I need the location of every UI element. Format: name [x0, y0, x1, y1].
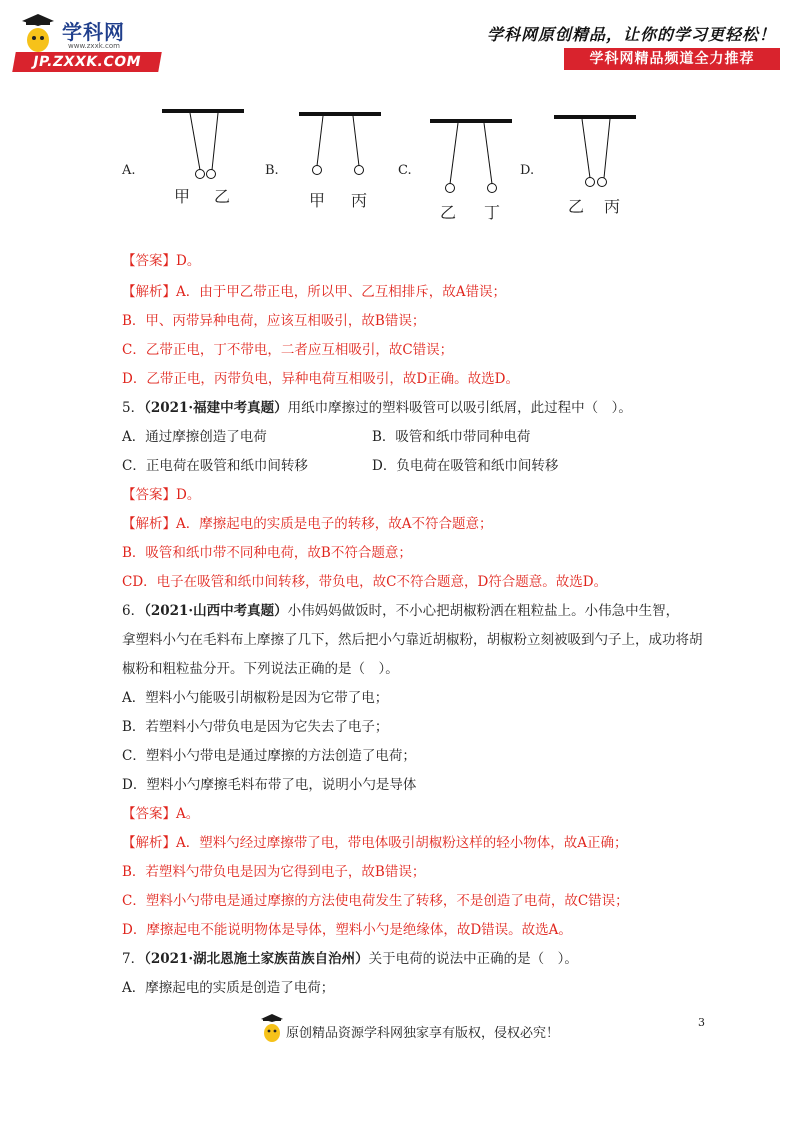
option-letter: B. — [265, 163, 279, 178]
mascot-icon — [260, 1014, 284, 1044]
mascot-icon — [18, 14, 58, 54]
option-c-figure — [398, 108, 528, 223]
copyright-notice: 原创精品资源学科网独家享有版权，侵权必究！ — [286, 1026, 560, 1041]
option-letter: C. — [398, 163, 412, 178]
header-slogan: 学科网原创精品，让你的学习更轻松！ — [486, 25, 776, 44]
q6-question — [122, 601, 679, 621]
q4-analysis-line: D．乙带正电，丙带负电，异种电荷互相吸引，故D正确。故选D。 — [122, 371, 519, 387]
q5-option: B．吸管和纸巾带同种电荷 — [372, 429, 531, 445]
logo-url: www.zxxk.com — [68, 42, 120, 50]
q7-question — [122, 949, 578, 969]
channel-banner: 学科网精品频道全力推荐 — [564, 48, 780, 70]
ball-label-left: 甲 — [174, 187, 191, 206]
ball-label-right: 乙 — [214, 187, 231, 206]
ball-label-right: 丁 — [484, 203, 501, 222]
q6-answer: 【答案】A。 — [122, 806, 200, 822]
question-source: （2021·山西中考真题） — [144, 603, 288, 619]
question-number: 6． — [122, 603, 145, 619]
q5-question — [122, 398, 632, 418]
q6-stem-line: 拿塑料小勺在毛料布上摩擦了几下，然后把小勺靠近胡椒粉，胡椒粉立刻被吸到勺子上，成功将胡 — [122, 632, 703, 648]
pendulum-diagram — [297, 108, 387, 188]
option-letter: D. — [520, 163, 535, 178]
q6-analysis-line: C．塑料小勺带电是通过摩擦的方法使电荷发生了转移，不是创造了电荷，故C错误； — [122, 893, 629, 909]
option-b-figure — [265, 108, 395, 218]
option-a-figure — [122, 108, 262, 218]
q6-option: C．塑料小勺带电是通过摩擦的方法创造了电荷； — [122, 748, 416, 764]
page-number: 3 — [698, 1016, 705, 1029]
site-logo[interactable] — [14, 14, 164, 76]
q7-option: A．摩擦起电的实质是创造了电荷； — [122, 980, 335, 996]
question-source: （2021·福建中考真题） — [144, 400, 288, 416]
q6-analysis-line: D．摩擦起电不能说明物体是导体，塑料小勺是绝缘体，故D错误。故选A。 — [122, 922, 572, 938]
q5-option: C．正电荷在吸管和纸巾间转移 — [122, 458, 308, 474]
q6-analysis-line: 【解析】A．塑料勺经过摩擦带了电，带电体吸引胡椒粉这样的轻小物体，故A正确； — [122, 835, 628, 851]
ball-label-left: 乙 — [440, 203, 457, 222]
option-d-figure — [520, 108, 650, 223]
ball-label-left: 乙 — [568, 197, 585, 216]
question-number: 7． — [122, 951, 145, 967]
ball-label-left: 甲 — [309, 191, 326, 210]
q6-option: A．塑料小勺能吸引胡椒粉是因为它带了电； — [122, 690, 389, 706]
ball-label-right: 丙 — [604, 197, 621, 216]
q6-option: B．若塑料小勺带负电是因为它失去了电子； — [122, 719, 389, 735]
pendulum-diagram — [160, 108, 250, 188]
option-letter: A. — [122, 163, 136, 178]
question-stem: 小伟妈妈做饭时，不小心把胡椒粉洒在粗粒盐上。小伟急中生智， — [287, 603, 680, 619]
q5-analysis-line: CD．电子在吸管和纸巾间转移，带负电，故C不符合题意，D符合题意。故选D。 — [122, 574, 608, 590]
q4-analysis-line: B．甲、丙带异种电荷，应该互相吸引，故B错误； — [122, 313, 426, 329]
logo-title: 学科网 — [62, 20, 125, 44]
q5-analysis-line: 【解析】A．摩擦起电的实质是电子的转移，故A不符合题意； — [122, 516, 493, 532]
pendulum-diagram — [552, 112, 642, 192]
q4-answer: 【答案】D。 — [122, 253, 201, 269]
logo-banner: JP.ZXXK.COM — [12, 52, 162, 72]
question-stem: 关于电荷的说法中正确的是（ ）。 — [368, 951, 578, 967]
q4-analysis-line: C．乙带正电，丁不带电，二者应互相吸引，故C错误； — [122, 342, 454, 358]
q5-answer: 【答案】D。 — [122, 487, 201, 503]
q5-analysis-line: B．吸管和纸巾带不同种电荷，故B不符合题意； — [122, 545, 412, 561]
q4-analysis-line: 【解析】A．由于甲乙带正电，所以甲、乙互相排斥，故A错误； — [122, 284, 506, 300]
question-number: 5． — [122, 400, 145, 416]
question-source: （2021·湖北恩施土家族苗族自治州） — [144, 951, 369, 967]
pendulum-diagram — [428, 116, 518, 196]
ball-label-right: 丙 — [351, 191, 368, 210]
question-stem: 用纸巾摩擦过的塑料吸管可以吸引纸屑，此过程中（ ）。 — [287, 400, 632, 416]
q6-stem-line: 椒粉和粗粒盐分开。下列说法正确的是（ ）。 — [122, 661, 399, 677]
q6-analysis-line: B．若塑料勺带负电是因为它得到电子，故B错误； — [122, 864, 426, 880]
q6-option: D．塑料小勺摩擦毛料布带了电，说明小勺是导体 — [122, 777, 417, 793]
q5-option: A．通过摩擦创造了电荷 — [122, 429, 267, 445]
q5-option: D．负电荷在吸管和纸巾间转移 — [372, 458, 559, 474]
